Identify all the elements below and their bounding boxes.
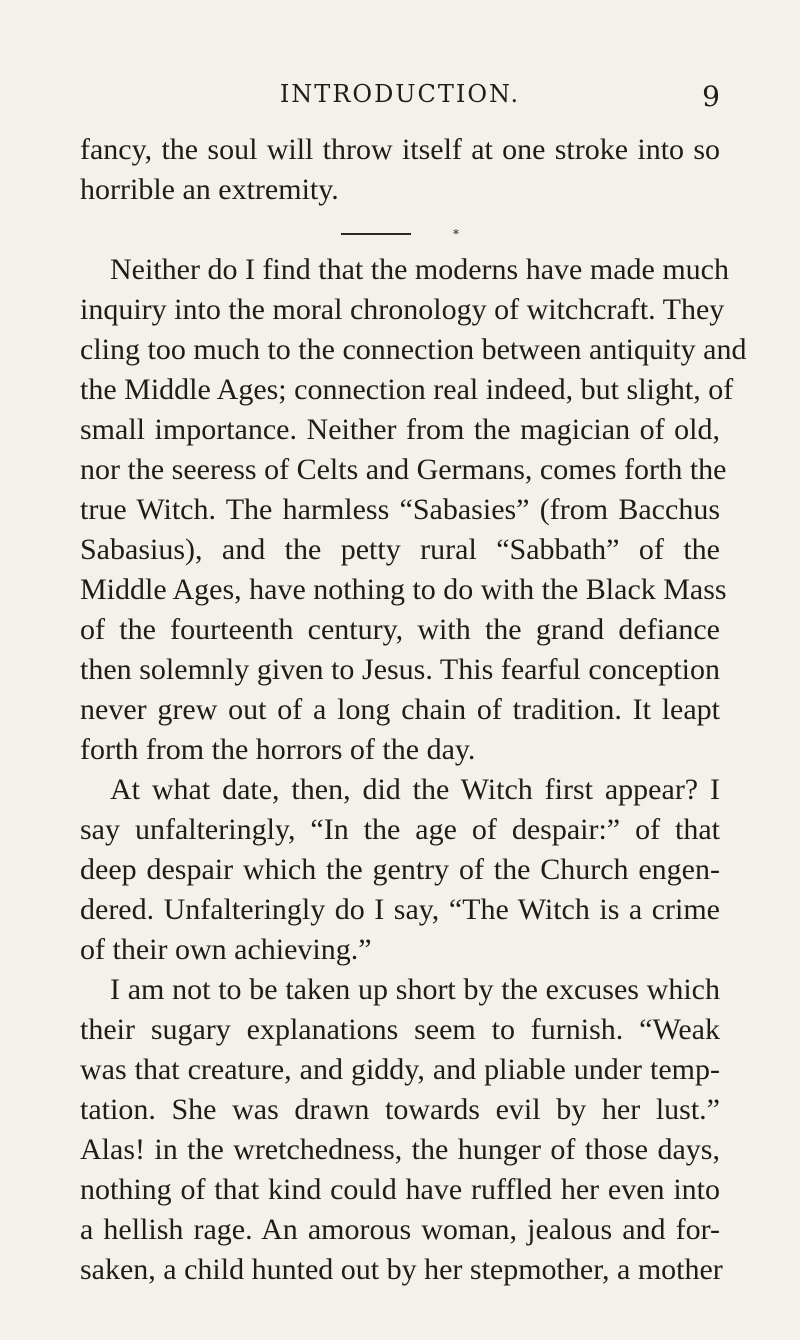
running-head [80,80,720,120]
text-line: nothing of that kind could have ruffled her even into [80,1173,720,1206]
text-line: dered. Unfalteringly do I say, “The Witch is a crime [80,893,720,926]
text-line: the Middle Ages; connection real indeed, but slight, of [80,373,734,406]
paragraph [80,770,720,970]
text-line: then solemnly given to Jesus. This fearful conception [80,653,720,686]
text-line: tation. She was drawn towards evil by her lust.” [80,1093,720,1126]
text-line: Neither do I find that the moderns have made much [110,253,729,286]
text-line: At what date, then, did the Witch first appear? I [110,773,720,806]
text-line: small importance. Neither from the magician of old, [80,413,720,446]
text-line: forth from the horrors of the day. [80,733,476,766]
text-line: Sabasius), and the petty rural “Sabbath” of the [80,533,720,566]
text-line: deep despair which the gentry of the Church engen- [80,853,720,886]
running-head-title: INTRODUCTION. [279,80,521,108]
text-line: inquiry into the moral chronology of witchcraft. They [80,293,725,326]
text-line: I am not to be taken up short by the excuses which [110,973,720,1006]
text-line: their sugary explanations seem to furnish. “Weak [80,1013,720,1046]
section-divider [80,218,720,250]
text-line: horrible an extremity. [80,173,339,206]
text-line: cling too much to the connection between antiquity and [80,333,747,366]
text-line: a hellish rage. An amorous woman, jealous and for- [80,1213,720,1246]
paragraph [80,970,723,1290]
text-line: of the fourteenth century, with the grand defiance [80,613,720,646]
text-line: of their own achieving.” [80,933,372,966]
text-line: saken, a child hunted out by her stepmother, a mother [80,1253,723,1286]
divider-mark: * [453,227,459,241]
divider-line [341,233,411,235]
body-text [80,130,747,1290]
text-line: true Witch. The harmless “Sabasies” (from Bacchus [80,493,720,526]
text-line: was that creature, and giddy, and pliable under temp- [80,1053,720,1086]
page-number: 9 [702,80,720,113]
text-line: Middle Ages, have nothing to do with the Black Mass [80,573,727,606]
text-line: Alas! in the wretchedness, the hunger of those days, [80,1133,720,1166]
paragraph [80,130,720,210]
text-line: nor the seeress of Celts and Germans, comes forth the [80,453,727,486]
text-line: never grew out of a long chain of tradition. It leapt [80,693,720,726]
paragraph [80,250,747,770]
text-line: say unfalteringly, “In the age of despair:” of that [80,813,720,846]
text-line: fancy, the soul will throw itself at one stroke into so [80,133,720,166]
